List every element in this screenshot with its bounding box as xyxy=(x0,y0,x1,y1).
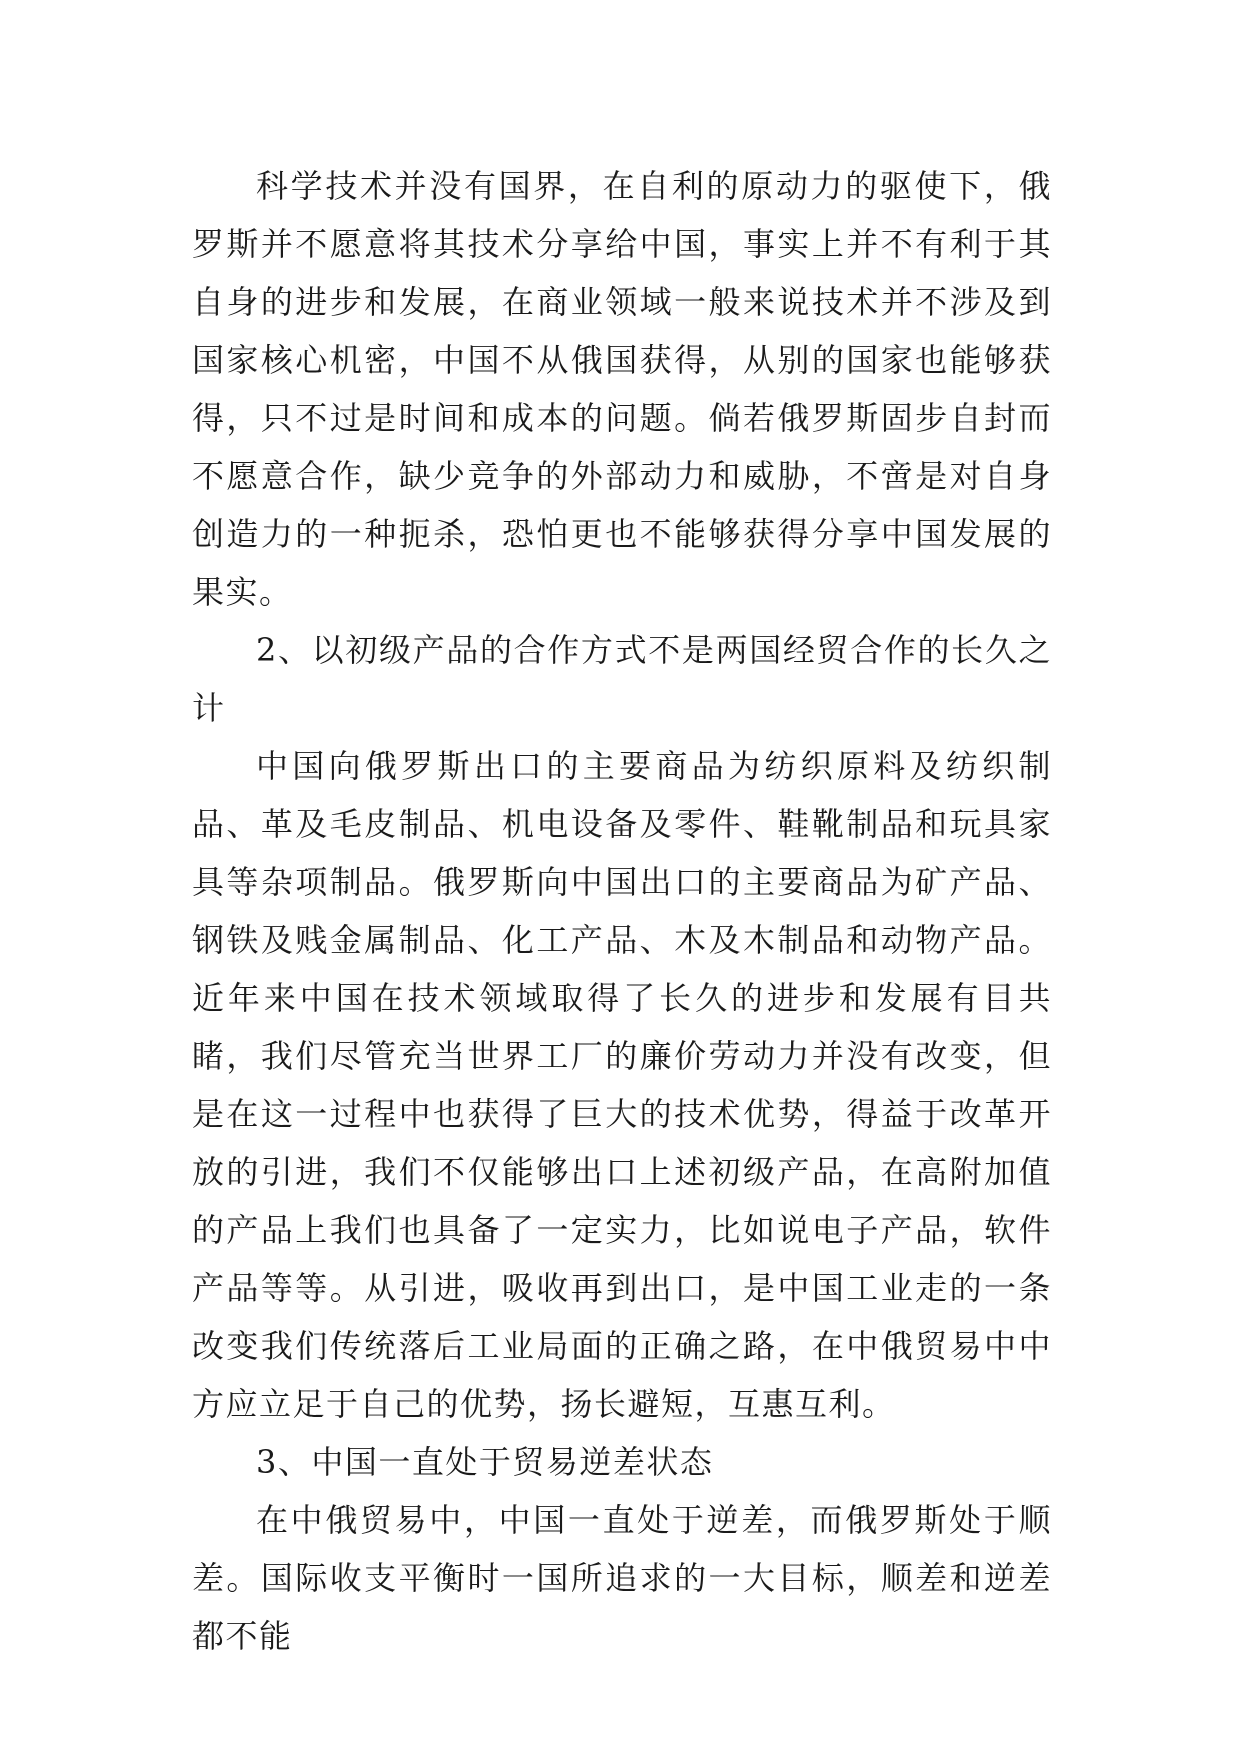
document-body xyxy=(192,157,1052,1665)
paragraph-export-goods: 中国向俄罗斯出口的主要商品为纺织原料及纺织制品、革及毛皮制品、机电设备及零件、鞋靴制品和玩具家具等杂项制品。俄罗斯向中国出口的主要商品为矿产品、钢铁及贱金属制品、化工产品、木及木制品和动物产品。近年来中国在技术领域取得了长久的进步和发展有目共睹，我们尽管充当世界工厂的廉价劳动力并没有改变，但是在这一过程中也获得了巨大的技术优势，得益于改革开放的引进，我们不仅能够出口上述初级产品，在高附加值的产品上我们也具备了一定实力，比如说电子产品，软件产品等等。从引进，吸收再到出口，是中国工业走的一条改变我们传统落后工业局面的正确之路，在中俄贸易中中方应立足于自己的优势，扬长避短，互惠互利。 xyxy=(192,747,1052,1423)
section-heading-primary-products: 2、以初级产品的合作方式不是两国经贸合作的长久之计 xyxy=(192,631,1052,727)
paragraph-trade-deficit: 在中俄贸易中，中国一直处于逆差，而俄罗斯处于顺差。国际收支平衡时一国所追求的一大目标，顺差和逆差都不能 xyxy=(192,1501,1052,1655)
section-heading-trade-deficit: 3、中国一直处于贸易逆差状态 xyxy=(256,1443,714,1481)
paragraph-tech-sharing: 科学技术并没有国界，在自利的原动力的驱使下，俄罗斯并不愿意将其技术分享给中国，事实上并不有利于其自身的进步和发展，在商业领域一般来说技术并不涉及到国家核心机密，中国不从俄国获得，从别的国家也能够获得，只不过是时间和成本的问题。倘若俄罗斯固步自封而不愿意合作，缺少竞争的外部动力和威胁，不啻是对自身创造力的一种扼杀，恐怕更也不能够获得分享中国发展的果实。 xyxy=(192,167,1052,611)
